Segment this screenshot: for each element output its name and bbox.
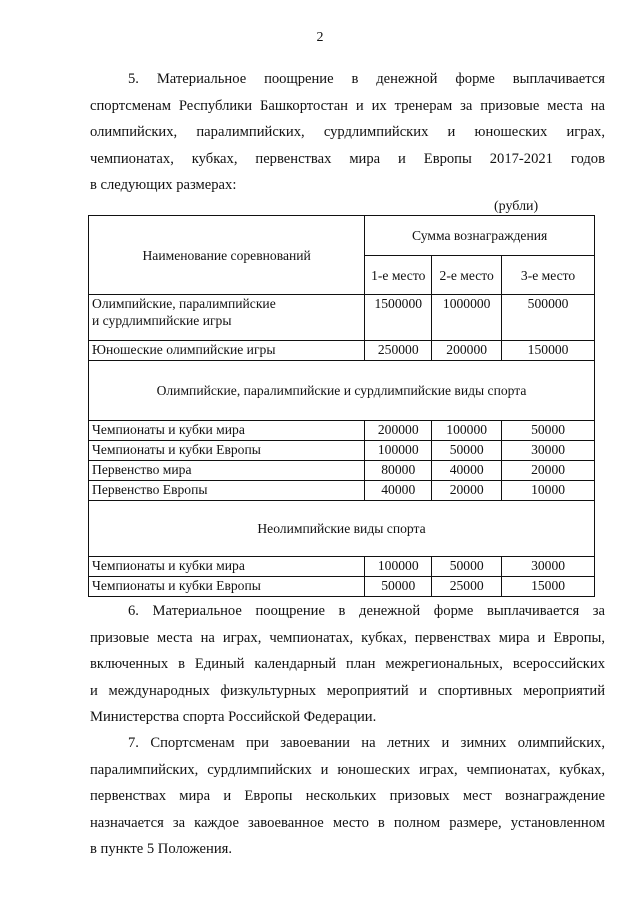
paragraph-line: паралимпийских, сурдлимпийских и юношеских играх, чемпионатах, кубках, [90, 761, 605, 778]
row-value: 100000 [432, 421, 502, 441]
paragraph-line: первенствах мира и Европы нескольких призовых мест вознаграждение [90, 788, 605, 804]
paragraph-line: 5. Материальное поощрение в денежной форме выплачивается [128, 71, 605, 87]
row-value: 200000 [365, 421, 432, 441]
prize-table [88, 215, 595, 597]
row-name: Чемпионаты и кубки Европы [89, 577, 365, 597]
row-value: 10000 [502, 481, 595, 501]
table-header-row [89, 216, 595, 256]
section-row [89, 361, 595, 421]
row-value: 50000 [432, 441, 502, 461]
row-name [89, 295, 365, 341]
units-label: (рубли) [494, 199, 539, 214]
header-reward-sum: Сумма вознаграждения [365, 216, 595, 256]
paragraph-line: призовые места на играх, чемпионатах, кубках, первенствах мира и Европы, [90, 629, 605, 646]
table-row [89, 341, 595, 361]
paragraph-line: Министерства спорта Российской Федерации. [90, 709, 377, 725]
section-title-olympic: Олимпийские, паралимпийские и сурдлимпийские виды спорта [89, 361, 595, 421]
paragraph-line: назначается за каждое завоеванное место в полном размере, установленном [90, 814, 605, 831]
table-row [89, 461, 595, 481]
row-value: 150000 [502, 341, 595, 361]
row-name: Чемпионаты и кубки мира [89, 421, 365, 441]
table-row [89, 481, 595, 501]
row-name: Юношеские олимпийские игры [89, 341, 365, 361]
paragraph-line: в пункте 5 Положения. [90, 841, 233, 857]
row-name: Первенство мира [89, 461, 365, 481]
row-value: 250000 [365, 341, 432, 361]
paragraph-line: чемпионатах, кубках, первенствах мира и Европы 2017-2021 годов [90, 150, 605, 167]
paragraph-line: 7. Спортсменам при завоевании на летних и зимних олимпийских, [128, 735, 605, 751]
header-place-2: 2-е место [432, 256, 502, 295]
paragraph-6 [90, 598, 605, 731]
paragraph-line: олимпийских, паралимпийских, сурдлимпийских и юношеских играх, [90, 124, 605, 140]
row-value: 100000 [365, 441, 432, 461]
row-value: 200000 [432, 341, 502, 361]
table-row [89, 441, 595, 461]
row-value: 50000 [432, 557, 502, 577]
row-value: 20000 [502, 461, 595, 481]
row-name: Чемпионаты и кубки Европы [89, 441, 365, 461]
row-value: 100000 [365, 557, 432, 577]
row-value: 40000 [432, 461, 502, 481]
row-value: 50000 [502, 421, 595, 441]
row-value: 1000000 [432, 295, 502, 341]
header-competition-name: Наименование соревнований [89, 216, 365, 295]
paragraph-line: и международных физкультурных мероприятий и спортивных мероприятий [90, 682, 605, 699]
row-value: 500000 [502, 295, 595, 341]
row-value: 25000 [432, 577, 502, 597]
row-value: 15000 [502, 577, 595, 597]
row-value: 80000 [365, 461, 432, 481]
table-row [89, 295, 595, 341]
paragraph-line: включенных в Единый календарный план межрегиональных, всероссийских [90, 656, 605, 672]
row-name-line: и сурдлимпийские игры [92, 313, 232, 328]
row-value: 1500000 [365, 295, 432, 341]
paragraph-7 [90, 730, 605, 863]
table-row [89, 421, 595, 441]
header-place-3: 3-е место [502, 256, 595, 295]
row-value: 30000 [502, 557, 595, 577]
table-row [89, 557, 595, 577]
row-value: 20000 [432, 481, 502, 501]
header-place-1: 1-е место [365, 256, 432, 295]
row-name-line: Олимпийские, паралимпийские [92, 296, 276, 311]
row-value: 40000 [365, 481, 432, 501]
paragraph-line: 6. Материальное поощрение в денежной форме выплачивается за [128, 603, 605, 619]
paragraph-5 [90, 66, 605, 199]
table-row [89, 577, 595, 597]
section-row [89, 501, 595, 557]
paragraph-line: спортсменам Республики Башкортостан и их тренерам за призовые места на [90, 97, 605, 114]
row-value: 30000 [502, 441, 595, 461]
page-number: 2 [316, 30, 324, 45]
paragraph-line: в следующих размерах: [90, 177, 237, 193]
row-value: 50000 [365, 577, 432, 597]
section-title-non-olympic: Неолимпийские виды спорта [89, 501, 595, 557]
row-name: Чемпионаты и кубки мира [89, 557, 365, 577]
row-name: Первенство Европы [89, 481, 365, 501]
